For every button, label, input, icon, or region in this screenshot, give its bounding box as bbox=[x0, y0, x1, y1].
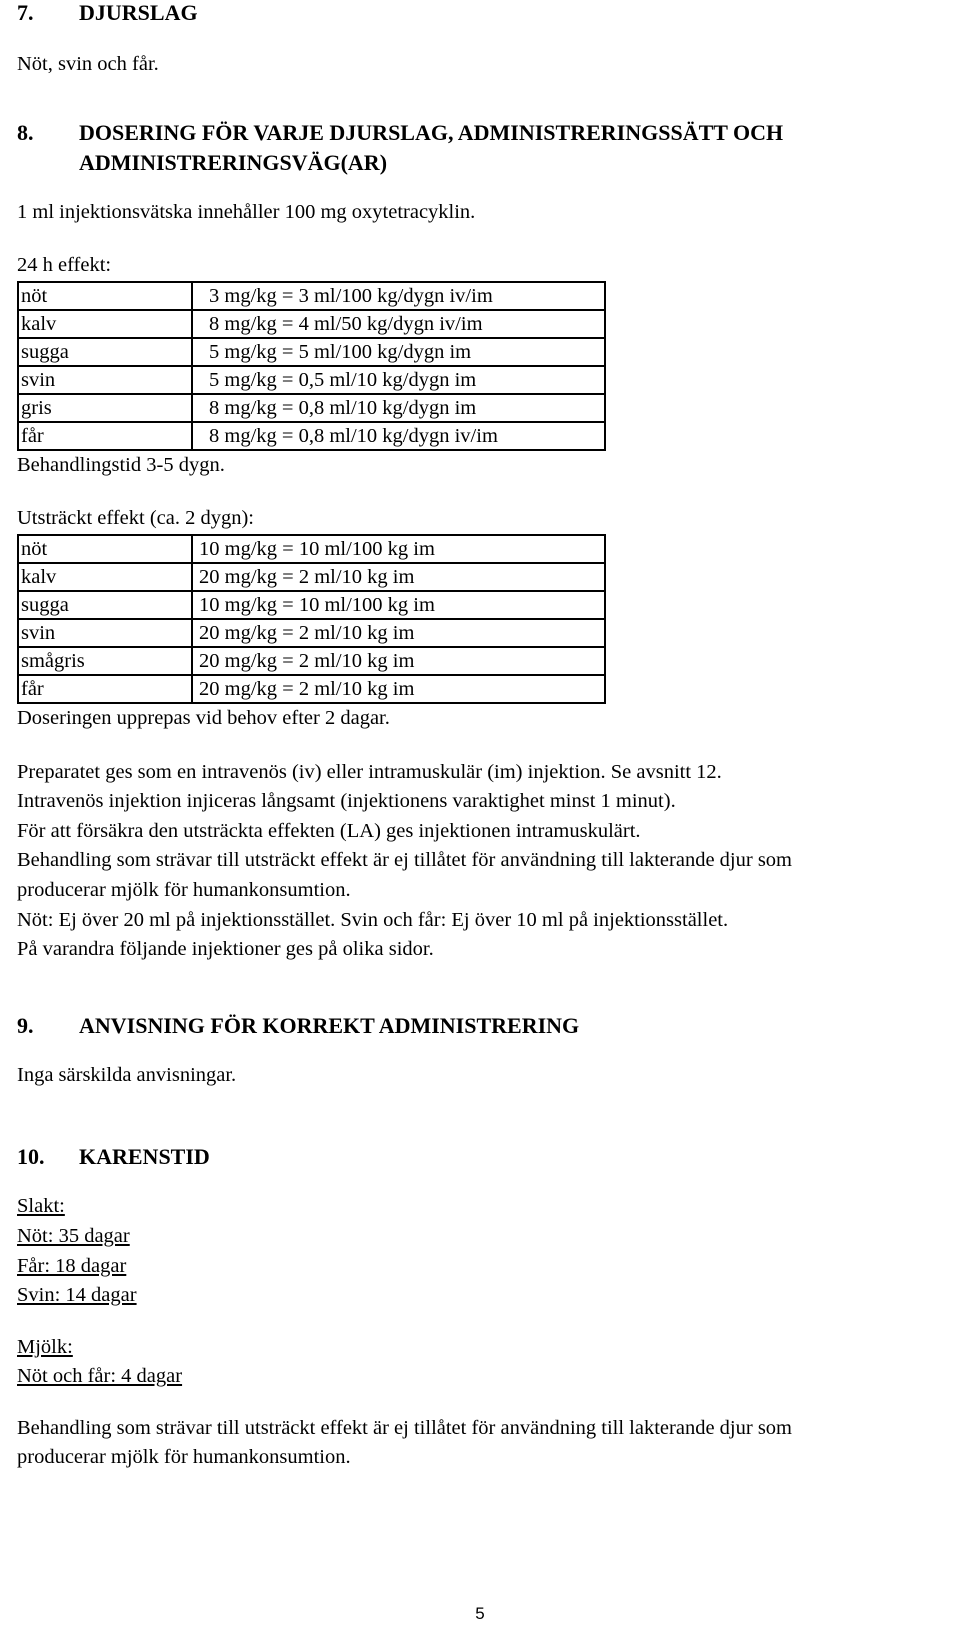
section-title-line-1: DOSERING FÖR VARJE DJURSLAG, ADMINISTRERINGSSÄTT OCH bbox=[79, 119, 784, 145]
dose-cell: 20 mg/kg = 2 ml/10 kg im bbox=[192, 675, 605, 703]
dose-cell: 20 mg/kg = 2 ml/10 kg im bbox=[192, 563, 605, 591]
repeat-dose-text: Doseringen upprepas vid behov efter 2 dagar. bbox=[17, 706, 390, 729]
section-7-text: Nöt, svin och får. bbox=[17, 53, 159, 75]
lactating-warning-line: producerar mjölk för humankonsumtion. bbox=[17, 1446, 351, 1469]
dose-cell: 10 mg/kg = 10 ml/100 kg im bbox=[192, 535, 605, 563]
dose-cell: 20 mg/kg = 2 ml/10 kg im bbox=[192, 647, 605, 675]
table-row bbox=[18, 563, 605, 591]
table-row bbox=[18, 338, 605, 366]
animal-cell: kalv bbox=[18, 310, 192, 338]
admin-paragraph-line: Nöt: Ej över 20 ml på injektionsstället. Svin och får: Ej över 10 ml på injektionsstället. bbox=[17, 908, 729, 931]
animal-cell: får bbox=[18, 422, 192, 450]
dose-cell: 5 mg/kg = 0,5 ml/10 kg/dygn im bbox=[192, 366, 605, 394]
animal-cell: nöt bbox=[18, 282, 192, 310]
section-title: DJURSLAG bbox=[79, 0, 198, 25]
dose-cell: 5 mg/kg = 5 ml/100 kg/dygn im bbox=[192, 338, 605, 366]
table-extended-label: Utsträckt effekt (ca. 2 dygn): bbox=[17, 507, 254, 530]
withdrawal-item: Får: 18 dagar bbox=[17, 1254, 127, 1277]
section-9-text: Inga särskilda anvisningar. bbox=[17, 1063, 237, 1086]
document-page bbox=[17, 0, 952, 1473]
lactating-warning-line: Behandling som strävar till utsträckt effekt är ej tillåtet för användning till lakterande djur som bbox=[17, 1416, 792, 1439]
withdrawal-item: Nöt och får: 4 dagar bbox=[17, 1365, 183, 1388]
section-title: KARENSTID bbox=[79, 1144, 210, 1170]
dose-cell: 8 mg/kg = 4 ml/50 kg/dygn iv/im bbox=[192, 310, 605, 338]
treatment-duration-text: Behandlingstid 3-5 dygn. bbox=[17, 453, 225, 476]
table-row bbox=[18, 675, 605, 703]
section-10-heading bbox=[17, 1140, 952, 1174]
section-number: 7. bbox=[17, 0, 34, 25]
withdrawal-item: Svin: 14 dagar bbox=[17, 1284, 137, 1307]
milk-label: Mjölk: bbox=[17, 1335, 73, 1358]
animal-cell: sugga bbox=[18, 338, 192, 366]
section-number: 9. bbox=[17, 1012, 34, 1038]
section-title-line-2: ADMINISTRERINGSVÄG(AR) bbox=[79, 149, 388, 175]
dosage-table-24h bbox=[17, 281, 606, 451]
admin-paragraph-line: För att försäkra den utsträckta effekten (LA) ges injektionen intramuskulärt. bbox=[17, 819, 641, 842]
animal-cell: nöt bbox=[18, 535, 192, 563]
section-7-heading bbox=[17, 0, 952, 30]
concentration-text: 1 ml injektionsvätska innehåller 100 mg oxytetracyklin. bbox=[17, 200, 476, 223]
section-number: 8. bbox=[17, 119, 34, 145]
dose-cell: 10 mg/kg = 10 ml/100 kg im bbox=[192, 591, 605, 619]
animal-cell: sugga bbox=[18, 591, 192, 619]
animal-cell: svin bbox=[18, 619, 192, 647]
admin-paragraph-line: producerar mjölk för humankonsumtion. bbox=[17, 878, 351, 901]
dosage-table-extended bbox=[17, 534, 606, 704]
admin-paragraph-line: På varandra följande injektioner ges på olika sidor. bbox=[17, 938, 434, 961]
table-24h-label: 24 h effekt: bbox=[17, 254, 112, 277]
admin-paragraph-line: Behandling som strävar till utsträckt effekt är ej tillåtet för användning till lakterande djur som bbox=[17, 849, 792, 872]
admin-paragraph-line: Preparatet ges som en intravenös (iv) eller intramuskulär (im) injektion. Se avsnitt 12. bbox=[17, 760, 722, 783]
table-row bbox=[18, 310, 605, 338]
animal-cell: får bbox=[18, 675, 192, 703]
section-title: ANVISNING FÖR KORREKT ADMINISTRERING bbox=[79, 1012, 580, 1038]
dose-cell: 8 mg/kg = 0,8 ml/10 kg/dygn im bbox=[192, 394, 605, 422]
page-number: 5 bbox=[475, 1604, 485, 1623]
table-row bbox=[18, 394, 605, 422]
dose-cell: 3 mg/kg = 3 ml/100 kg/dygn iv/im bbox=[192, 282, 605, 310]
table-row bbox=[18, 647, 605, 675]
animal-cell: kalv bbox=[18, 563, 192, 591]
animal-cell: smågris bbox=[18, 647, 192, 675]
table-row bbox=[18, 282, 605, 310]
slaughter-label: Slakt: bbox=[17, 1195, 65, 1218]
table-row bbox=[18, 366, 605, 394]
dose-cell: 8 mg/kg = 0,8 ml/10 kg/dygn iv/im bbox=[192, 422, 605, 450]
admin-paragraph-line: Intravenös injektion injiceras långsamt (injektionens varaktighet minst 1 minut). bbox=[17, 790, 676, 813]
table-row bbox=[18, 535, 605, 563]
section-8-heading bbox=[17, 118, 952, 178]
withdrawal-item: Nöt: 35 dagar bbox=[17, 1224, 130, 1247]
section-9-heading bbox=[17, 1009, 952, 1043]
animal-cell: svin bbox=[18, 366, 192, 394]
animal-cell: gris bbox=[18, 394, 192, 422]
table-row bbox=[18, 619, 605, 647]
table-row bbox=[18, 591, 605, 619]
dose-cell: 20 mg/kg = 2 ml/10 kg im bbox=[192, 619, 605, 647]
table-row bbox=[18, 422, 605, 450]
section-number: 10. bbox=[17, 1144, 45, 1170]
